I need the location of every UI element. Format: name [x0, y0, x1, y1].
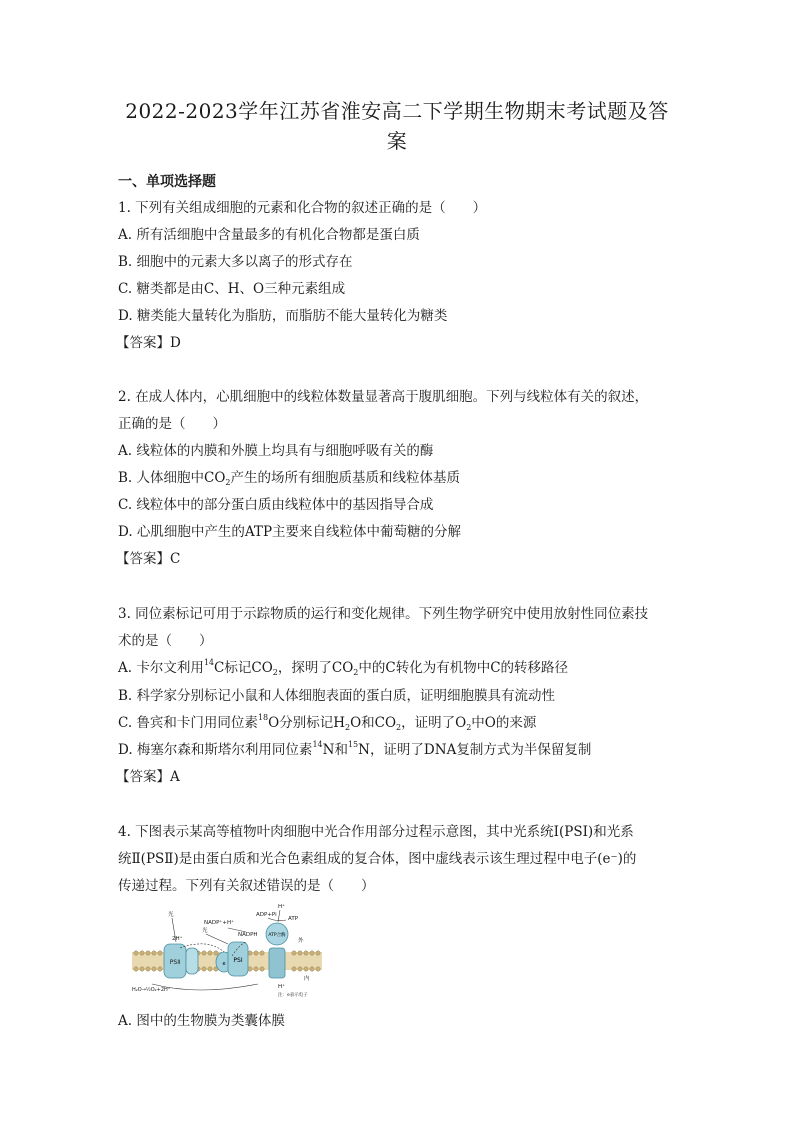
- section-heading: 一、单项选择题: [118, 174, 216, 190]
- q3-option-a: A. 卡尔文利用$^{14}$C标记CO2，探明了CO2中的C转化为有机物中C的转移路径: [118, 658, 569, 677]
- q1-option-d: D. 糖类能大量转化为脂肪，而脂肪不能大量转化为糖类: [118, 308, 448, 324]
- cytochrome-complex: [186, 948, 198, 974]
- q3-option-c: C. 鲁宾和卡门用同位素$^{18}$O分别标记H2O和CO2，证明了O2中O的来源: [118, 713, 537, 732]
- light-label-1: 光: [168, 912, 174, 918]
- q4-stem-line-1: 4. 下图表示某高等植物叶肉细胞中光合作用部分过程示意图，其中光系统Ⅰ(PSⅠ)和光系: [118, 824, 634, 840]
- q1-option-c: C. 糖类都是由C、H、O三种元素组成: [118, 281, 346, 297]
- nadp-label: NADP⁺+H⁺: [204, 920, 234, 926]
- proton-label-1: 2H⁺: [172, 936, 183, 942]
- proton-label-3: H⁺: [278, 984, 286, 990]
- proton-label-2: H⁺: [278, 904, 286, 910]
- q2-answer: 【答案】C: [116, 551, 181, 567]
- outside-label: 外: [298, 938, 304, 944]
- q4-stem-line-2: 统Ⅱ(PSⅡ)是由蛋白质和光合色素组成的复合体，图中虚线表示该生理过程中电子(e⁻)的: [118, 851, 637, 867]
- q2-option-b: B. 人体细胞中CO2产生的场所有细胞质基质和线粒体基质: [118, 470, 460, 487]
- q2-option-a: A. 线粒体的内膜和外膜上均具有与细胞呼吸有关的酶: [118, 443, 434, 459]
- photosynthesis-diagram: [128, 898, 328, 998]
- inside-label: 内: [304, 976, 310, 982]
- svg-text:ATP合酶: ATP合酶: [268, 933, 286, 938]
- q4-option-a: A. 图中的生物膜为类囊体膜: [118, 1013, 285, 1029]
- q3-answer: 【答案】A: [116, 769, 180, 785]
- q2-option-d: D. 心肌细胞中产生的ATP主要来自线粒体中葡萄糖的分解: [118, 524, 462, 540]
- light-label-2: 光: [202, 928, 208, 934]
- q1-stem: 1. 下列有关组成细胞的元素和化合物的叙述正确的是（ ）: [118, 200, 487, 216]
- q3-stem-line-2: 术的是（ ）: [118, 633, 213, 649]
- psi-complex: [228, 942, 248, 976]
- q1-option-a: A. 所有活细胞中含量最多的有机化合物都是蛋白质: [118, 227, 420, 243]
- q3-option-b: B. 科学家分别标记小鼠和人体细胞表面的蛋白质，证明细胞膜具有流动性: [118, 688, 556, 704]
- electron-label: e: [222, 961, 226, 967]
- svg-text:PSⅡ: PSⅡ: [169, 959, 181, 966]
- q3-stem-line-1: 3. 同位素标记可用于示踪物质的运行和变化规律。下列生物学研究中使用放射性同位素技: [118, 606, 649, 622]
- title-line-2: 案: [386, 129, 408, 153]
- psii-complex: [164, 944, 186, 978]
- q4-stem-line-3: 传递过程。下列有关叙述错误的是（ ）: [118, 878, 375, 894]
- atp-label: ATP: [288, 916, 299, 922]
- q2-stem-line-1: 2. 在成人体内，心肌细胞中的线粒体数量显著高于腹肌细胞。下列与线粒体有关的叙述，: [118, 389, 649, 405]
- nadph-label: NADPH: [238, 932, 258, 938]
- atp-synthase: [266, 923, 288, 978]
- title-line-1: 2022-2023学年江苏省淮安高二下学期生物期末考试题及答: [125, 99, 669, 123]
- q2-stem-line-2: 正确的是（ ）: [118, 416, 226, 432]
- page-title: [100, 96, 694, 156]
- q2-option-c: C. 线粒体中的部分蛋白质由线粒体中的基因指导合成: [118, 497, 434, 513]
- q1-answer: 【答案】D: [116, 335, 181, 351]
- adp-label: ADP+Pi: [256, 912, 277, 918]
- svg-text:PSⅠ: PSⅠ: [233, 957, 243, 964]
- q1-option-b: B. 细胞中的元素大多以离子的形式存在: [118, 254, 353, 270]
- diagram-note: 注：e表示电子: [278, 993, 308, 998]
- q3-option-d: D. 梅塞尔森和斯塔尔利用同位素$^{14}$N和$^{15}$N，证明了DNA复制方式为半保留复制: [118, 740, 592, 758]
- water-split-label: H₂O→½O₂+2H⁺: [132, 987, 171, 993]
